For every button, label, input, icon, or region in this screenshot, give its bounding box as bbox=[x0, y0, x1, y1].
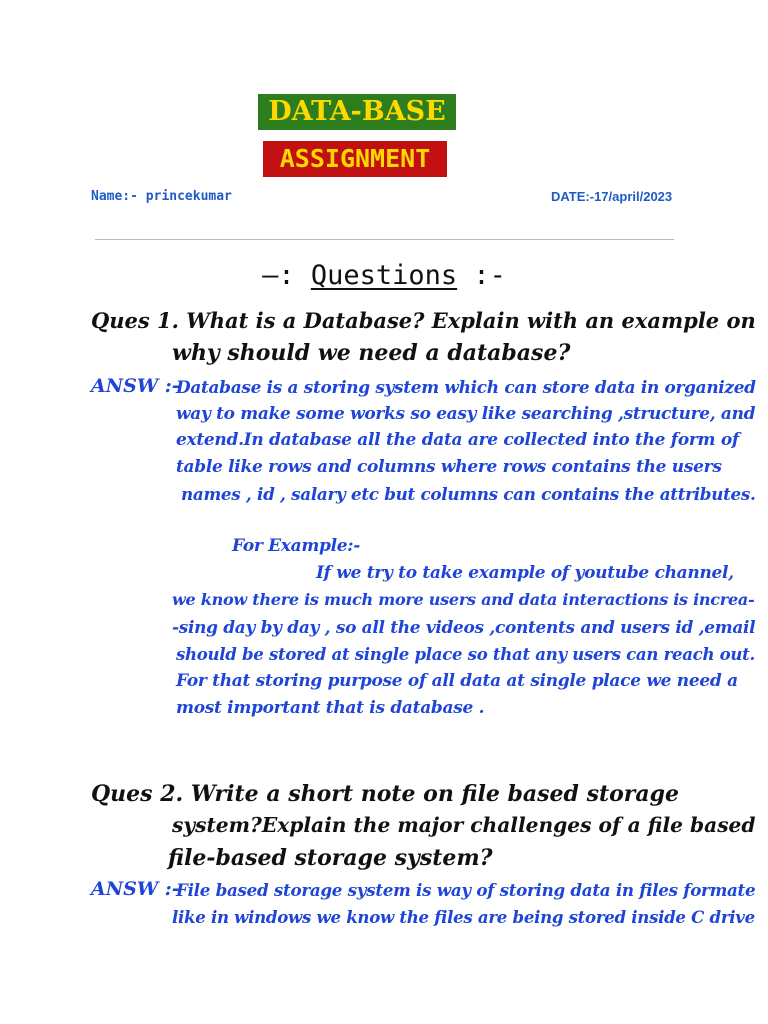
horizontal-divider bbox=[95, 239, 674, 240]
assignment-date: DATE:-17/april/2023 bbox=[551, 189, 673, 204]
answer-1-line: extend.In database all the data are collected into the form of bbox=[176, 430, 739, 450]
document-title: DATA-BASE bbox=[258, 94, 456, 130]
question-1-line-1: Ques 1. What is a Database? Explain with an example on bbox=[91, 308, 756, 333]
answer-2-line: like in windows we know the files are being stored inside C drive bbox=[172, 907, 755, 927]
example-heading: For Example:- bbox=[232, 536, 361, 556]
example-line: -sing day by day , so all the videos ,contents and users id ,email bbox=[172, 617, 756, 637]
question-2-line-1: Ques 2. Write a short note on file based storage bbox=[91, 781, 680, 807]
answer-1-line: table like rows and columns where rows contains the users bbox=[176, 457, 722, 477]
example-line: most important that is database . bbox=[176, 698, 485, 718]
answer-1-line: Database is a storing system which can store data in organized bbox=[176, 377, 756, 397]
example-line: we know there is much more users and data interactions is increa- bbox=[172, 590, 755, 609]
example-line: For that storing purpose of all data at single place we need a bbox=[176, 671, 738, 691]
section-heading-word: Questions bbox=[310, 260, 458, 291]
section-heading-suffix: :- bbox=[473, 260, 506, 291]
section-heading bbox=[0, 260, 768, 291]
answer-1-line: names , id , salary etc but columns can contains the attributes. bbox=[181, 484, 756, 504]
answer-1-line: way to make some works so easy like searching ,structure, and bbox=[176, 403, 756, 423]
section-heading-prefix: —: bbox=[262, 260, 295, 291]
example-line: If we try to take example of youtube channel, bbox=[316, 563, 734, 583]
document-subtitle: ASSIGNMENT bbox=[263, 141, 447, 177]
question-1-line-2: why should we need a database? bbox=[172, 340, 571, 366]
question-2-line-2: system?Explain the major challenges of a file based bbox=[172, 813, 756, 837]
student-name: Name:- princekumar bbox=[91, 189, 232, 204]
question-2-line-3: file-based storage system? bbox=[168, 845, 493, 871]
example-line: should be stored at single place so that any users can reach out. bbox=[176, 644, 755, 664]
answer-2-label: ANSW :- bbox=[91, 878, 180, 900]
answer-1-label: ANSW :- bbox=[91, 375, 180, 397]
answer-2-line: File based storage system is way of storing data in files formate bbox=[176, 880, 756, 900]
